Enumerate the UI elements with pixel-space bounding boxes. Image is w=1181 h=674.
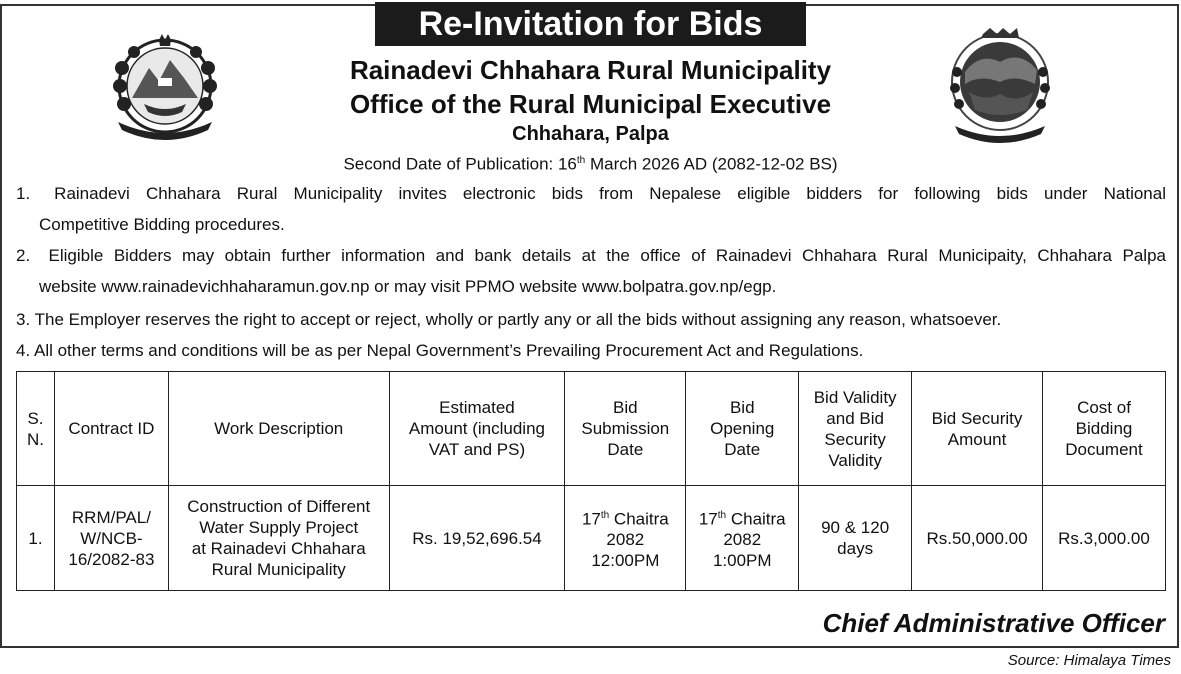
cell-bid-validity: 90 & 120 days — [799, 486, 912, 591]
clause-3: 3. The Employer reserves the right to accept or reject, wholly or partly any or all the bids without assigning any reason, whatsoever. — [16, 310, 1002, 329]
header-contract-id: Contract ID — [54, 372, 168, 486]
header-cost-of-document: Cost of Bidding Document — [1043, 372, 1166, 486]
notice-banner-title: Re-Invitation for Bids — [375, 2, 806, 46]
cell-work-description: Construction of Different Water Supply Project at Rainadevi Chhahara Rural Municipality — [168, 486, 389, 591]
header-submission-date: Bid Submission Date — [565, 372, 686, 486]
header-sn: S. N. — [17, 372, 55, 486]
cell-contract-id: RRM/PAL/ W/NCB- 16/2082-83 — [54, 486, 168, 591]
source-credit: Source: Himalaya Times — [1007, 652, 1171, 669]
clause-4: 4. All other terms and conditions will be as per Nepal Government’s Prevailing Procurement Act and Regulations. — [16, 341, 864, 360]
cell-submission-date: 17th Chaitra 2082 12:00PM — [565, 486, 686, 591]
signatory-title: Chief Administrative Officer — [822, 608, 1165, 638]
cell-opening-date: 17th Chaitra 2082 1:00PM — [686, 486, 799, 591]
clause-1: 1. Rainadevi Chhahara Rural Municipality invites electronic bids from Nepalese eligible bidders for following bids under National Competitive Bidding procedures. — [16, 184, 1166, 234]
header-estimated-amount: Estimated Amount (including VAT and PS) — [389, 372, 565, 486]
header-bid-security: Bid Security Amount — [912, 372, 1043, 486]
cell-sn: 1. — [17, 486, 55, 591]
publication-date: Second Date of Publication: 16th March 2026 AD (2082-12-02 BS) — [343, 154, 838, 174]
office-name: Office of the Rural Municipal Executive — [349, 89, 832, 119]
table-row — [17, 486, 1166, 591]
header-opening-date: Bid Opening Date — [686, 372, 799, 486]
municipality-name: Rainadevi Chhahara Rural Municipality — [349, 55, 832, 85]
cell-cost-of-document: Rs.3,000.00 — [1043, 486, 1166, 591]
header-work-description: Work Description — [168, 372, 389, 486]
bids-table — [16, 371, 1166, 591]
office-location: Chhahara, Palpa — [512, 123, 669, 145]
cell-bid-security: Rs.50,000.00 — [912, 486, 1043, 591]
cell-estimated-amount: Rs. 19,52,696.54 — [389, 486, 565, 591]
header-bid-validity: Bid Validity and Bid Security Validity — [799, 372, 912, 486]
table-header-row — [17, 372, 1166, 486]
clause-2: 2. Eligible Bidders may obtain further information and bank details at the office of Rainadevi Chhahara Rural Municipaity, Chhahara Palpa website www.rainadevichhaharamun.gov.np or may visit PPMO website www.bolpatra.gov.np/egp. — [16, 246, 1166, 296]
